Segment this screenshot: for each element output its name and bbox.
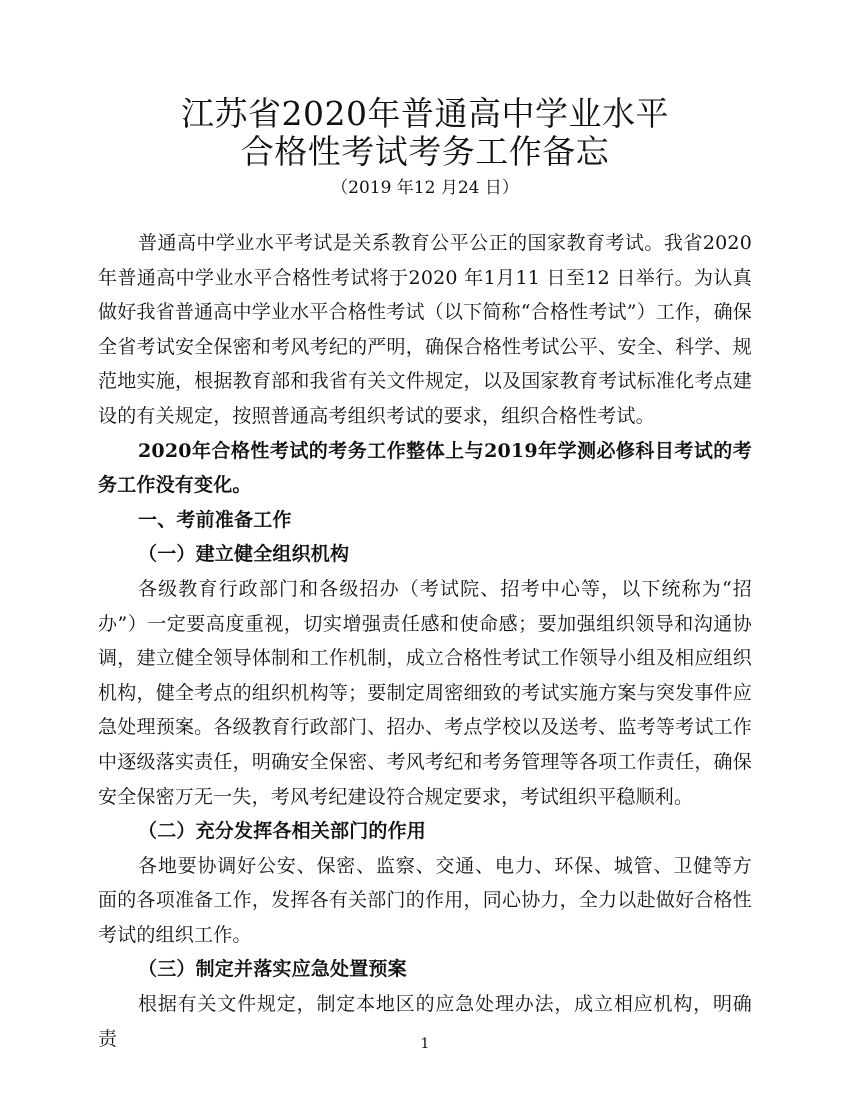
subsection-heading-2: （二）充分发挥各相关部门的作用 [138,820,427,843]
paragraph-departments: 各地要协调好公安、保密、监察、交通、电力、环保、城管、卫健等方面的各项准备工作，发挥各有关部门的作用，同心协力，全力以赴做好合格性考试的组织工作。 [98,854,752,946]
section-heading-1: 一、考前准备工作 [138,508,292,531]
subsection-heading-3: （三）制定并落实应急处置预案 [138,958,407,981]
subsection-heading-1: （一）建立健全组织机构 [138,543,350,566]
document-title-line2: 合格性考试考务工作备忘 [240,132,610,171]
document-title-line1: 江苏省2020年普通高中学业水平 [181,94,669,133]
document-body [98,226,752,1056]
paragraph-emergency: 根据有关文件规定，制定本地区的应急处理办法，成立相应机构，明确责 [98,993,752,1050]
paragraph-organization: 各级教育行政部门和各级招办（考试院、招考中心等，以下统称为“招办”）一定要高度重视，切实增强责任感和使命感；要加强组织领导和沟通协调，建立健全领导体制和工作机制，成立合格性考试工作领导小组及相应组织机构，健全考点的组织机构等；要制定周密细致的考试实施方案与突发事件应急处理预案。各级教育行政部门、招办、考点学校以及送考、监考等考试工作中逐级落实责任，明确安全保密、考风考纪和考务管理等各项工作责任，确保安全保密万无一失，考风考纪建设符合规定要求，考试组织平稳顺利。 [98,577,752,808]
intro-paragraph: 普通高中学业水平考试是关系教育公平公正的国家教育考试。我省2020年普通高中学业水平合格性考试将于2020 年1月11 日至12 日举行。为认真做好我省普通高中学业水平合格性考试（以下简称“合格性考试”）工作，确保全省考试安全保密和考风考纪的严明，确保合格性考试公平、安全、科学、规范地实施，根据教育部和我省有关文件规定，以及国家教育考试标准化考点建设的有关规定，按照普通高考组织考试的要求，组织合格性考试。 [98,232,752,427]
summary-statement: 2020年合格性考试的考务工作整体上与2019年学测必修科目考试的考务工作没有变化。 [98,439,752,497]
document-date: （2019 年12 月24 日） [331,178,519,198]
page-number: 1 [420,1036,430,1052]
